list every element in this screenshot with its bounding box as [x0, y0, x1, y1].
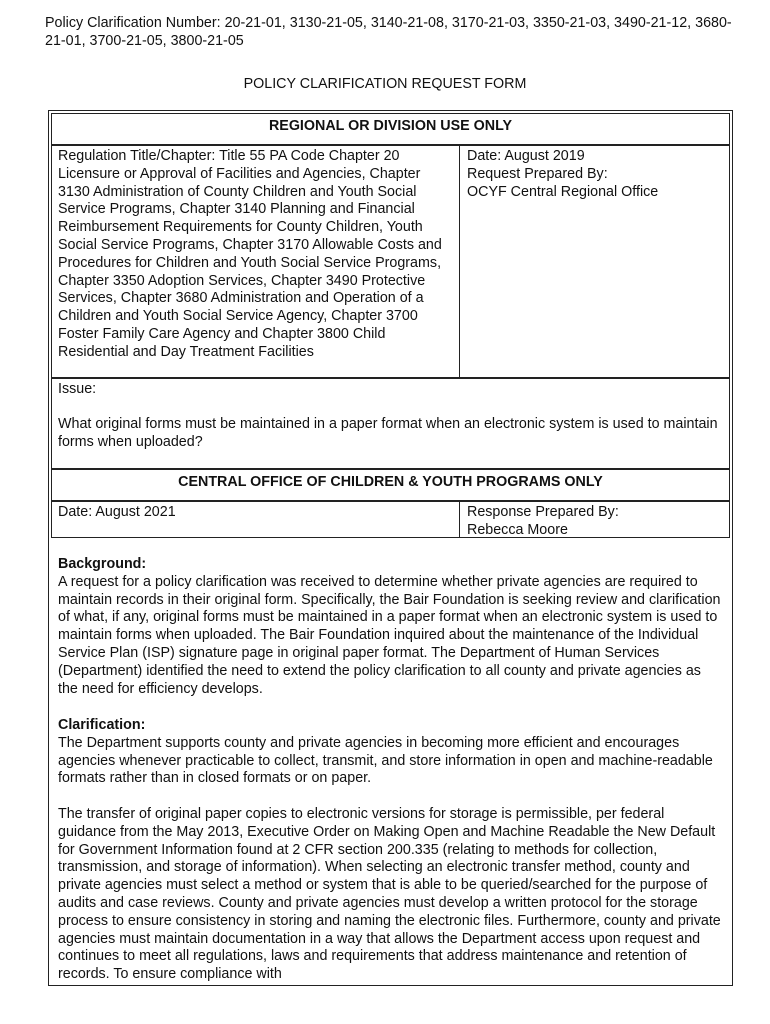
- central-heading-box: [51, 469, 730, 501]
- policy-clarification-number: Policy Clarification Number: 20-21-01, 3130-21-05, 3140-21-08, 3170-21-03, 3350-21-03, 3490-21-12, 3680-21-01, 3700-21-05, 3800-21-05: [45, 15, 732, 49]
- clarification-section: [58, 717, 723, 984]
- request-prepared-by: OCYF Central Regional Office: [467, 183, 659, 200]
- clarification-para-1: The Department supports county and private agencies in becoming more efficient and encourages agencies whenever practicable to collect, transmit, and store information in open and machine-readable formats rather than in closed formats or on paper.: [58, 734, 713, 787]
- response-date: Date: August 2021: [58, 504, 176, 520]
- clarification-heading: Clarification:: [58, 717, 146, 733]
- central-info-row: [51, 501, 730, 538]
- regulation-title: Regulation Title/Chapter: Title 55 PA Code Chapter 20 Licensure or Approval of Facilities and Agencies, Chapter 3130 Administration of County Children and Youth Social Service Programs, Chapter 3140 Planning and Financial Reimbursement Requirements for County Children, Youth Social Service Programs, Chapter 3170 Allowable Costs and Procedures for Children and Youth Social Service Programs, Chapter 3350 Adoption Services, Chapter 3490 Protective Services, Chapter 3680 Administration and Operation of a Children and Youth Social Service Agency, Chapter 3700 Foster Family Care Agency and Chapter 3800 Child Residential and Day Treatment Facilities: [58, 148, 442, 360]
- issue-row: [51, 378, 730, 469]
- request-date: Date: August 2019: [467, 148, 585, 164]
- clarification-para-2: The transfer of original paper copies to electronic versions for storage is permissible, per federal guidance from the May 2013, Executive Order on Making Open and Machine Readable the New Default for Government Information found at 2 CFR section 200.335 (relating to methods for collection, transmission, and storage of information). When selecting an electronic transfer method, county and private agencies must select a method or system that is able to be queried/searched for the purpose of audits and case reviews. County and private agencies must develop a written protocol for the storage process to ensure consistency in storing and naming the electronic files. Furthermore, county and private agencies must maintain documentation in a way that allows the Department access upon request and continues to meet all regulations, laws and requirements that address maintenance and retention of records. To ensure compliance with: [58, 805, 721, 983]
- regional-heading: REGIONAL OR DIVISION USE ONLY: [268, 118, 513, 134]
- response-prepared-by-label: Response Prepared By:: [467, 504, 619, 520]
- central-heading: CENTRAL OFFICE OF CHILDREN & YOUTH PROGRAMS ONLY: [178, 474, 603, 490]
- background-heading: Background:: [58, 556, 147, 572]
- column-divider: [459, 502, 460, 537]
- response-prepared-by: Rebecca Moore: [467, 521, 568, 538]
- issue-cell: [58, 381, 718, 451]
- issue-label: Issue:: [58, 381, 97, 397]
- response-info: [467, 504, 727, 540]
- background-text: A request for a policy clarification was received to determine whether private agencies are required to maintain records in their original form. Specifically, the Bair Foundation is seeking review and clarification of what, if any, original forms must be maintained in a paper format when an electronic system is used to maintain forms when uploaded. The Bair Foundation inquired about the maintenance of the Individual Service Plan (ISP) signature page in original paper format. The Department of Human Services (Department) identified the need to extend the policy clarification to all county and private agencies as the need for efficiency develops.: [58, 573, 721, 697]
- background-section: [58, 556, 723, 698]
- regional-heading-box: [51, 113, 730, 145]
- request-prepared-by-label: Request Prepared By:: [467, 165, 608, 182]
- issue-text: What original forms must be maintained in a paper format when an electronic system is used to maintain forms when uploaded?: [58, 415, 718, 450]
- column-divider: [459, 146, 460, 377]
- form-title: POLICY CLARIFICATION REQUEST FORM: [243, 76, 527, 92]
- regional-info-row: [51, 145, 730, 378]
- request-info: [467, 148, 727, 201]
